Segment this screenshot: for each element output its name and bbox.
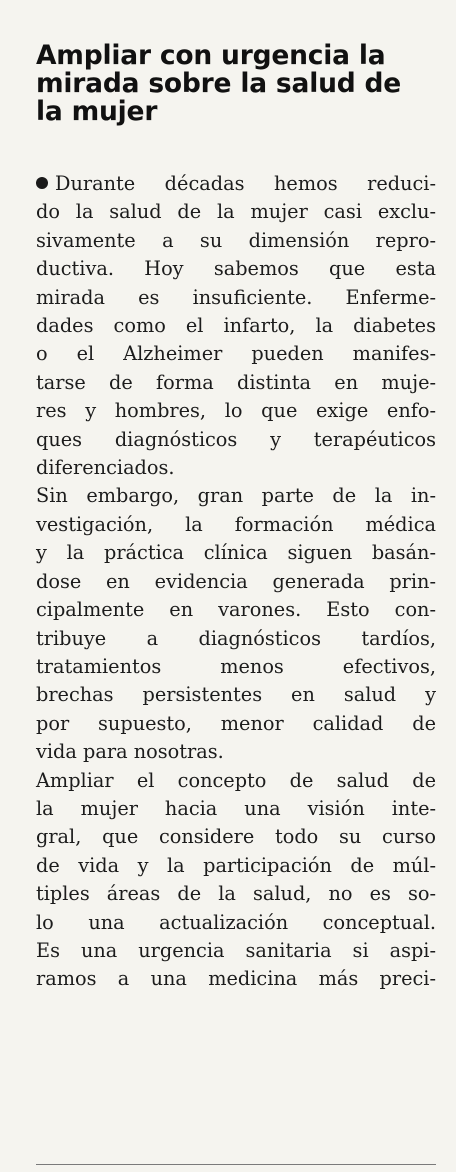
- body-line: [36, 284, 436, 312]
- body-line: [36, 340, 436, 368]
- body-line-text: tratamientos menos efectivos,: [36, 654, 436, 678]
- body-line-text: ques diagnósticos y terapéuticos: [36, 427, 436, 451]
- body-line: [36, 539, 436, 567]
- body-line-text: dose en evidencia generada prin-: [36, 569, 436, 593]
- body-line: [36, 710, 436, 738]
- body-line-text: Sin embargo, gran parte de la in-: [36, 484, 436, 508]
- body-line-text: de vida y la participación de múl-: [36, 853, 436, 877]
- body-line-text: vestigación, la formación médica: [36, 512, 436, 536]
- body-line: [36, 482, 436, 510]
- body-line-text: Durante décadas hemos reduci-: [55, 172, 436, 195]
- body-line-text: do la salud de la mujer casi exclu-: [36, 200, 436, 224]
- body-line-text: dades como el infarto, la diabetes: [36, 314, 436, 338]
- body-line: [36, 653, 436, 681]
- body-line: [36, 738, 436, 766]
- body-line: [36, 681, 436, 709]
- body-line-text: tiples áreas de la salud, no es so-: [36, 882, 436, 906]
- body-line-text: sivamente a su dimensión repro-: [36, 228, 436, 252]
- body-line-text: ramos a una medicina más preci-: [36, 967, 436, 991]
- body-line: [36, 909, 436, 937]
- body-line-text: cipalmente en varones. Esto con-: [36, 598, 436, 622]
- body-line: [36, 852, 436, 880]
- body-line-text: ductiva. Hoy sabemos que esta: [36, 257, 436, 281]
- body-line: [36, 255, 436, 283]
- body-line: [36, 965, 436, 993]
- body-line: [36, 198, 436, 226]
- body-line: [36, 312, 436, 340]
- body-line: [36, 795, 436, 823]
- body-line: [36, 880, 436, 908]
- body-line-text: res y hombres, lo que exige enfo-: [36, 399, 436, 423]
- body-line: [36, 937, 436, 965]
- article-body: [36, 170, 436, 994]
- body-line-text: vida para nosotras.: [36, 740, 224, 764]
- headline-line: mirada sobre la salud de: [36, 68, 402, 99]
- bottom-divider: [36, 1164, 436, 1165]
- body-line-text: tarse de forma distinta en muje-: [36, 370, 436, 394]
- body-line-text: Ampliar el concepto de salud de: [36, 768, 436, 792]
- body-line: [36, 511, 436, 539]
- body-line: [36, 568, 436, 596]
- headline-line: Ampliar con urgencia la: [36, 40, 386, 71]
- body-line: [36, 426, 436, 454]
- headline-line: la mujer: [36, 96, 158, 127]
- body-line-text: Es una urgencia sanitaria si aspi-: [36, 938, 436, 962]
- body-line: [36, 369, 436, 397]
- body-line: [36, 767, 436, 795]
- body-line: [36, 625, 436, 653]
- body-line-text: diferenciados.: [36, 456, 175, 480]
- article-headline: [36, 42, 436, 126]
- body-line-text: por supuesto, menor calidad de: [36, 711, 436, 735]
- body-line-text: y la práctica clínica siguen basán-: [36, 541, 436, 565]
- body-line-text: mirada es insuficiente. Enferme-: [36, 285, 436, 309]
- body-line-text: brechas persistentes en salud y: [36, 683, 436, 707]
- body-line-text: o el Alzheimer pueden manifes-: [36, 342, 436, 366]
- body-line: [36, 454, 436, 482]
- body-line: [36, 823, 436, 851]
- body-line: [36, 397, 436, 425]
- body-line: [36, 227, 436, 255]
- body-line-text: tribuye a diagnósticos tardíos,: [36, 626, 436, 650]
- body-line-text: lo una actualización conceptual.: [36, 910, 436, 934]
- body-line-text: la mujer hacia una visión inte-: [36, 796, 436, 820]
- body-line: [36, 596, 436, 624]
- body-line-text: gral, que considere todo su curso: [36, 825, 436, 849]
- body-line: [36, 170, 436, 198]
- bullet-icon: [36, 177, 48, 189]
